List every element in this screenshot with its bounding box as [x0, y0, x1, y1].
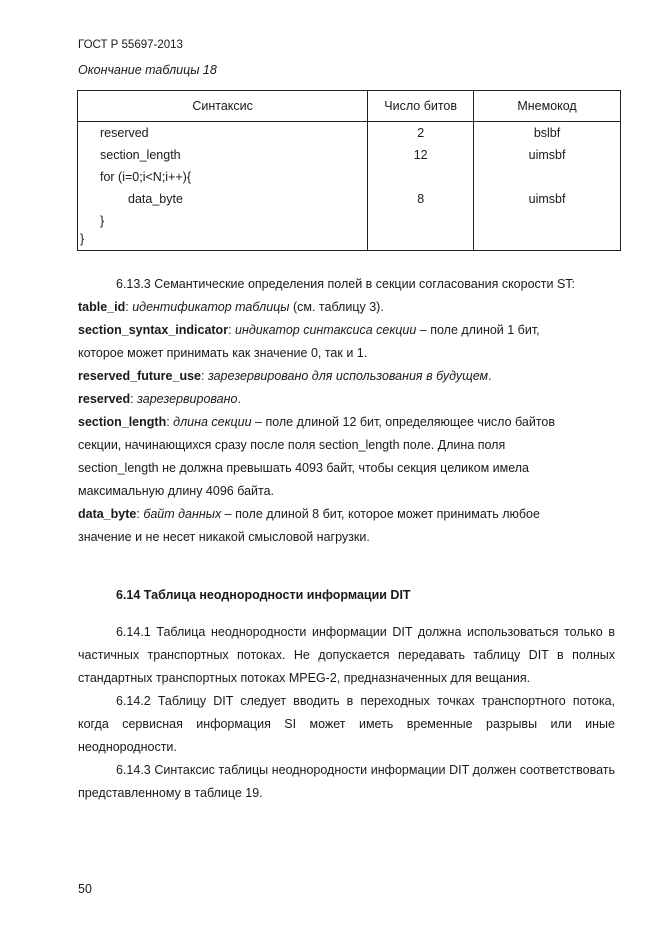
cell-syntax: for (i=0;i<N;i++){ — [78, 166, 368, 188]
table-row — [78, 188, 621, 210]
term: section_syntax_indicator — [78, 323, 229, 337]
cell-bits — [368, 232, 474, 251]
paragraph: 6.14.1 Таблица неоднородности информации DIT должна использоваться только в частичных транспортных потоках. Не допускается передавать таблицу DIT в полных стандартных транспортных потоках MPEG-2, предназначенных для вещания. — [78, 625, 615, 685]
cell-mnemonic: uimsbf — [474, 144, 621, 166]
table-row — [78, 210, 621, 232]
paragraph: 6.14.2 Таблицу DIT следует вводить в переходных точках транспортного потока, когда сервисная информация SI может иметь временные разрывы или иные неоднородности. — [78, 694, 615, 754]
syntax-table — [77, 90, 621, 251]
cell-mnemonic: uimsbf — [474, 188, 621, 210]
definition-line: которое может принимать как значение 0, так и 1. — [78, 346, 368, 360]
definition-line: значение и не несет никакой смысловой нагрузки. — [78, 530, 370, 544]
definition-rest: (см. таблицу 3). — [289, 300, 384, 314]
page-number: 50 — [78, 882, 92, 896]
definition-rest: – поле длиной 8 бит, которое может принимать любое — [221, 507, 540, 521]
cell-mnemonic — [474, 166, 621, 188]
table-header-row — [78, 91, 621, 122]
cell-syntax: } — [78, 210, 368, 232]
definition-table-id — [78, 296, 615, 319]
cell-mnemonic — [474, 232, 621, 251]
column-header-mnemonic: Мнемокод — [474, 91, 621, 122]
cell-syntax: reserved — [78, 122, 368, 145]
definition-rest: . — [488, 369, 492, 383]
table-row — [78, 232, 621, 251]
table-caption: Окончание таблицы 18 — [78, 63, 217, 77]
definition-rest: . — [237, 392, 241, 406]
definition-data-byte — [78, 503, 615, 526]
table-row — [78, 166, 621, 188]
table-row — [78, 144, 621, 166]
section-body — [78, 621, 615, 805]
definition-line: максимальную длину 4096 байта. — [78, 484, 275, 498]
separator: : — [228, 323, 236, 337]
table-row — [78, 122, 621, 145]
separator: : — [130, 392, 138, 406]
definition-section-length — [78, 411, 615, 434]
term: reserved_future_use — [78, 369, 201, 383]
definition: индикатор синтаксиса секции — [235, 323, 417, 337]
definition-reserved — [78, 388, 615, 411]
cell-mnemonic: bslbf — [474, 122, 621, 145]
definition: зарезервировано для использования в будущем — [207, 369, 489, 383]
definition-line: секции, начинающихся сразу после поля section_length поле. Длина поля — [78, 438, 506, 452]
cell-bits: 8 — [368, 188, 474, 210]
section-title: 6.14 Таблица неоднородности информации DIT — [116, 588, 411, 602]
separator: : — [125, 300, 133, 314]
definition: байт данных — [143, 507, 222, 521]
term: reserved — [78, 392, 131, 406]
definition: зарезервировано — [137, 392, 238, 406]
definition-section-syntax-indicator — [78, 319, 615, 342]
cell-bits: 12 — [368, 144, 474, 166]
cell-syntax: section_length — [78, 144, 368, 166]
separator: : — [166, 415, 174, 429]
separator: : — [136, 507, 144, 521]
definition-rest: – поле длиной 1 бит, — [416, 323, 540, 337]
cell-syntax: } — [78, 232, 368, 251]
semantics-block — [78, 273, 615, 549]
term: section_length — [78, 415, 167, 429]
definition: длина секции — [173, 415, 252, 429]
column-header-syntax: Синтаксис — [78, 91, 368, 122]
definition: идентификатор таблицы — [132, 300, 290, 314]
term: data_byte — [78, 507, 137, 521]
column-header-bits: Число битов — [368, 91, 474, 122]
cell-syntax: data_byte — [78, 188, 368, 210]
definition-reserved-future-use — [78, 365, 615, 388]
standard-header: ГОСТ Р 55697-2013 — [78, 39, 183, 51]
cell-bits: 2 — [368, 122, 474, 145]
term: table_id — [78, 300, 126, 314]
cell-bits — [368, 166, 474, 188]
definition-rest: – поле длиной 12 бит, определяющее число байтов — [251, 415, 556, 429]
definition-line: section_length не должна превышать 4093 байт, чтобы секция целиком имела — [78, 461, 529, 475]
cell-bits — [368, 210, 474, 232]
semantics-intro: 6.13.3 Семантические определения полей в секции согласования скорости ST: — [116, 277, 576, 291]
cell-mnemonic — [474, 210, 621, 232]
separator: : — [200, 369, 208, 383]
paragraph: 6.14.3 Синтаксис таблицы неоднородности информации DIT должен соответствовать представленному в таблице 19. — [78, 763, 615, 800]
